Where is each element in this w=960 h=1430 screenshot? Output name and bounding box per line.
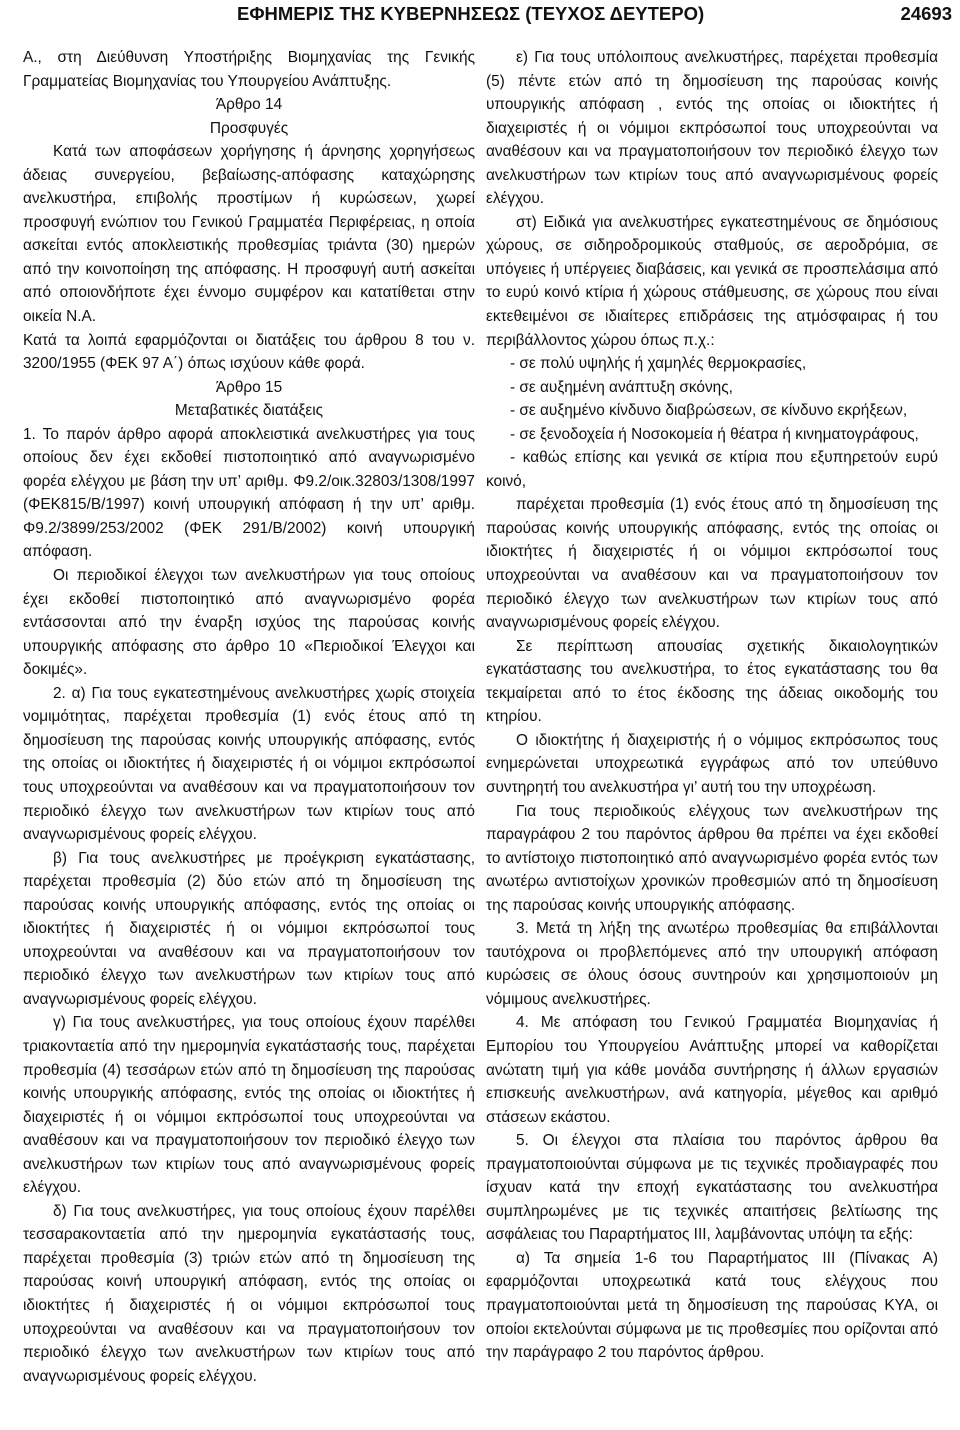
article-14-heading: Άρθρο 14 bbox=[215, 96, 283, 114]
paragraph: 2. α) Για τους εγκατεστημένους ανελκυστήρες χωρίς στοιχεία νομιμότητας, παρέχεται προθεσμία (1) ενός έτους από τη δημοσίευση της παρούσας κοινής υπουργικής απόφασης, εντός της οποίας οι ιδιοκτήτες ή διαχειριστές ή οι νόμιμοι εκπρόσωποί τους υποχρεούνται να αναθέσουν και να πραγματοποιήσουν τον περιοδικό έλεγχο των ανελκυστήρων των κτιρίων τους από αναγνωρισμένους φορείς ελέγχου. bbox=[23, 684, 475, 844]
list-item: - σε ξενοδοχεία ή Νοσοκομεία ή θέατρα ή κινηματογράφους, bbox=[510, 425, 919, 443]
article-15-title: Μεταβατικές διατάξεις bbox=[174, 402, 324, 420]
paragraph: β) Για τους ανελκυστήρες με προέγκριση εγκατάστασης, παρέχεται προθεσμία (2) δύο ετών από τη δημοσίευση της παρούσας κοινής υπουργικής απόφασης, εντός της οποίας οι ιδιοκτήτες ή διαχειριστές ή οι νόμιμοι εκπρόσωποί τους υποχρεούνται να αναθέσουν και να πραγματοποιήσουν τον περιοδικό έλεγχο των ανελκυστήρων των κτιρίων τους από αναγνωρισμένους φορείς ελέγχου. bbox=[23, 849, 475, 1008]
page-number: 24693 bbox=[900, 3, 952, 24]
paragraph: 3. Μετά τη λήξη της ανωτέρω προθεσμίας θα επιβάλλονται ταυτόχρονα οι προβλεπόμενες από την υπουργική απόφαση κυρώσεις σε όλους όσους συντηρούν και χρησιμοποιούν μη νόμιμους ανελκυστήρες. bbox=[486, 920, 938, 1008]
paragraph: Για τους περιοδικούς ελέγχους των ανελκυστήρων της παραγράφου 2 του παρόντος άρθρου θα πρέπει να έχει εκδοθεί το αντίστοιχο πιστοποιητικό από αναγνωρισμένο φορέα εντός των ανωτέρω αντιστοίχων χρονικών προθεσμιών από τη δημοσίευση της παρούσας κοινής υπουργικής απόφασης. bbox=[486, 802, 938, 914]
gazette-title: ΕΦΗΜΕΡΙΣ ΤΗΣ ΚΥΒΕΡΝΗΣΕΩΣ (ΤΕΥΧΟΣ ΔΕΥΤΕΡΟ) bbox=[237, 3, 705, 24]
list-item: - σε πολύ υψηλής ή χαμηλές θερμοκρασίες, bbox=[510, 355, 807, 373]
list-item: - σε αυξημένο κίνδυνο διαβρώσεων, σε κίνδυνο εκρήξεων, bbox=[510, 402, 908, 420]
paragraph: ε) Για τους υπόλοιπους ανελκυστήρες, παρέχεται προθεσμία (5) πέντε ετών από τη δημοσίευση της παρούσας κοινής υπουργικής απόφαση , εντός της οποίας οι ιδιοκτήτες ή διαχειριστές ή οι νόμιμοι εκπρόσωποί τους υποχρεούνται να αναθέσουν και να πραγματοποιήσουν τον περιοδικό έλεγχο των ανελκυστήρων των κτιρίων τους από αναγνωρισμένους φορείς ελέγχου. bbox=[486, 49, 938, 208]
paragraph: Κατά τα λοιπά εφαρμόζονται οι διατάξεις του άρθρου 8 του ν. 3200/1955 (ΦΕΚ 97 Α΄) όπως ισχύουν κάθε φορά. bbox=[23, 331, 475, 373]
paragraph: στ) Ειδικά για ανελκυστήρες εγκατεστημένους σε δημόσιους χώρους, σε σιδηροδρομικούς σταθμούς, σε αεροδρόμια, σε υπόγειες ή υπέργειες διαβάσεις, και γενικά σε προσπελάσιμα από το ευρύ κοινό κτίρια ή χώρους στάθμευσης, σε χώρους που είναι εκτεθειμένοι σε ιδιαίτερες επιδράσεις της ατμόσφαιρας ή του περιβάλλοντος χώρου όπως π.χ.: bbox=[486, 213, 938, 349]
paragraph: γ) Για τους ανελκυστήρες, για τους οποίους έχουν παρέλθει τριακονταετία από την ημερομηνία εγκατάστασής τους, παρέχεται προθεσμία (4) τεσσάρων ετών από τη δημοσίευση της παρούσας κοινής υπουργικής απόφασης, εντός της οποίας οι ιδιοκτήτες ή διαχειριστές ή οι νόμιμοι εκπρόσωποί τους υποχρεούνται να αναθέσουν και να πραγματοποιήσουν τον περιοδικό έλεγχο των ανελκυστήρων των κτιρίων τους από αναγνωρισμένους φορείς ελέγχου. bbox=[23, 1014, 475, 1197]
paragraph: 1. Το παρόν άρθρο αφορά αποκλειστικά ανελκυστήρες για τους οποίους δεν έχει εκδοθεί πιστοποιητικό από αναγνωρισμένο φορέα ελέγχου με βάση την υπ’ αριθμ. Φ9.2/οικ.32803/1308/1997 (ΦΕΚ815/Β/1997) κοινή υπουργική απόφαση ή την υπ’ αριθμ. Φ9.2/3899/253/2002 (ΦΕΚ 291/Β/2002) κοινή υπουργική απόφαση. bbox=[23, 425, 475, 561]
paragraph: Α., στη Διεύθυνση Υποστήριξης Βιομηχανίας της Γενικής Γραμματείας Βιομηχανίας του Υπουργείου Ανάπτυξης. bbox=[23, 49, 475, 90]
right-column bbox=[486, 46, 938, 1365]
paragraph: Ο ιδιοκτήτης ή διαχειριστής ή ο νόμιμος εκπρόσωπος τους ενημερώνεται υποχρεωτικά εγγράφως από τον υπεύθυνο συντηρητή του ανελκυστήρα γι’ αυτή του την υποχρέωση. bbox=[486, 731, 938, 796]
paragraph: α) Τα σημεία 1-6 του Παραρτήματος III (Πίνακας Α) εφαρμόζονται υποχρεωτικά κατά τους ελέγχους που πραγματοποιούνται μετά τη δημοσίευση της παρούσας ΚΥΑ, οι οποίοι εκτελούνται σύμφωνα με τις προθεσμίες που ορίζονται από την παράγραφο 2 του παρόντος άρθρου. bbox=[486, 1249, 938, 1362]
left-column bbox=[23, 46, 475, 1388]
paragraph: 5. Οι έλεγχοι στα πλαίσια του παρόντος άρθρου θα πραγματοποιούνται σύμφωνα με τις τεχνικές προδιαγραφές που ίσχυαν κατά την εποχή εγκατάστασης του ανελκυστήρα συμπληρωμένες με τις τεχνικές απαιτήσεις βελτίωσης της ασφάλειας του Παραρτήματος III, λαμβάνοντας υπόψη τα εξής: bbox=[486, 1132, 938, 1244]
paragraph: 4. Με απόφαση του Γενικού Γραμματέα Βιομηχανίας ή Εμπορίου του Υπουργείου Ανάπτυξης μπορεί να καθορίζεται ανώτατη τιμή για κάθε μονάδα συντήρησης ή άλλων εργασιών επισκευής ανελκυστήρων, ανά κατηγορία, μέγεθος και αριθμό στάσεων εκάστου. bbox=[486, 1014, 938, 1126]
paragraph: Κατά των αποφάσεων χορήγησης ή άρνησης χορηγήσεως άδειας συνεργείου, βεβαίωσης-απόφασης καταχώρησης ανελκυστήρα, επιβολής προστίμων ή κυρώσεων, χωρεί προσφυγή ενώπιον του Γενικού Γραμματέα Περιφέρειας, η οποία ασκείται εντός αποκλειστικής προθεσμίας τριάντα (30) ημερών από την κοινοποίηση της απόφασης. Η προσφυγή αυτή ασκείται από οποιονδήποτε έχει έννομο συμφέρον και κατατίθεται στην οικεία Ν.Α. bbox=[23, 143, 475, 326]
paragraph: παρέχεται προθεσμία (1) ενός έτους από τη δημοσίευση της παρούσας κοινής υπουργικής απόφασης, εντός της οποίας οι ιδιοκτήτες ή διαχειριστές ή οι νόμιμοι εκπρόσωποί τους υποχρεούνται να αναθέσουν και να πραγματοποιήσουν τον περιοδικό έλεγχο των ανελκυστήρων των κτιρίων τους από αναγνωρισμένους φορείς ελέγχου. bbox=[486, 496, 938, 632]
article-14-title: Προσφυγές bbox=[209, 119, 289, 137]
paragraph: Σε περίπτωση απουσίας σχετικής δικαιολογητικών εγκατάστασης του ανελκυστήρα, το έτος εγκατάστασης του θα τεκμαίρεται από το έτος έκδοσης της άδειας οικοδομής του κτηρίου. bbox=[486, 637, 938, 726]
page-header bbox=[0, 0, 960, 30]
list-item: - καθώς επίσης και γενικά σε κτίρια που εξυπηρετούν ευρύ κοινό, bbox=[486, 449, 938, 490]
article-15-heading: Άρθρο 15 bbox=[215, 378, 283, 396]
paragraph: δ) Για τους ανελκυστήρες, για τους οποίους έχουν παρέλθει τεσσαρακονταετία από την ημερομηνία εγκατάστασής τους, παρέχεται προθεσμία (3) τριών ετών από τη δημοσίευση της παρούσας κοινή υπουργική απόφαση, εντός της οποίας οι ιδιοκτήτες ή διαχειριστές ή οι νόμιμοι εκπρόσωποί τους υποχρεούνται να αναθέσουν και να πραγματοποιήσουν τον περιοδικό έλεγχο των ανελκυστήρων των κτιρίων τους από αναγνωρισμένους φορείς ελέγχου. bbox=[23, 1202, 475, 1385]
list-item: - σε αυξημένη ανάπτυξη σκόνης, bbox=[510, 378, 733, 396]
paragraph: Οι περιοδικοί έλεγχοι των ανελκυστήρων για τους οποίους έχει εκδοθεί πιστοποιητικό από αναγνωρισμένο φορέα εντάσσονται από την έναρξη ισχύος της παρούσας κοινής υπουργικής απόφασης στο άρθρο 10 «Περιοδικοί Έλεγχοι και δοκιμές». bbox=[23, 567, 475, 679]
